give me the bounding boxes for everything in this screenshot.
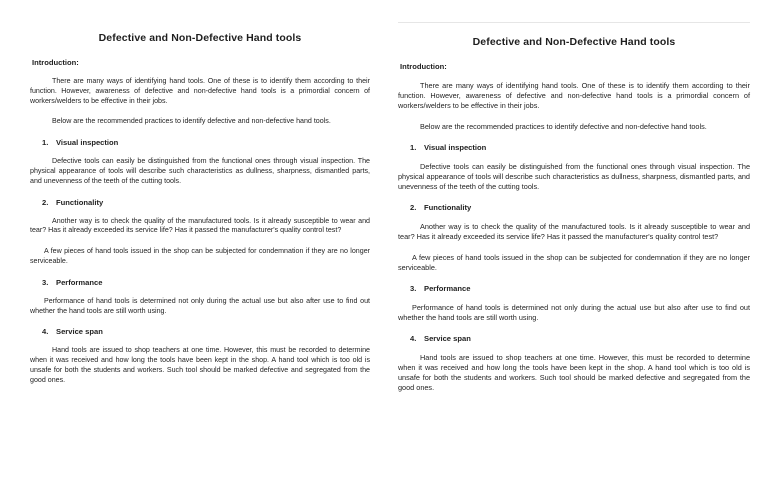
section-number: 4. [42,327,49,337]
section-title: Service span [56,327,103,337]
intro-paragraph: There are many ways of identifying hand tools. One of these is to identify them according to their function. However, awareness of defective and non-defective hand tools is a primordial concern of workers/welders to be effective in their jobs. [30,77,370,105]
section-number: 1. [410,143,417,152]
section-paragraph: Another way is to check the quality of the manufactured tools. Is it already susceptible to wear and tear? Has it already exceeded its service life? Has it passed the manufacturer's quality control test? [30,216,370,235]
section-heading-service-span [42,327,370,336]
intro-label: Introduction: [400,62,447,71]
section-title: Visual inspection [424,143,487,152]
section-heading-performance [42,278,370,287]
section-number: 4. [410,334,417,343]
intro-sub-paragraph: Below are the recommended practices to identify defective and non-defective hand tools. [420,122,707,131]
page-edge-divider [398,22,750,23]
section-heading-service-span [410,334,750,343]
intro-label: Introduction: [32,58,79,67]
section-title: Service span [424,334,471,343]
document-page-right [398,22,750,482]
section-paragraph: A few pieces of hand tools issued in the shop can be subjected for condemnation if they are no longer serviceable. [30,247,370,265]
section-paragraph: Another way is to check the quality of the manufactured tools. Is it already susceptible to wear and tear? Has it already exceeded its service life? Has it passed the manufacturer's quality control test? [398,222,750,241]
section-paragraph: Defective tools can easily be distinguished from the functional ones through visual inspection. The physical appearance of tools will describe such characteristics as dullness, sharpness, dismantled parts, and unevenness of the teeth of the cutting tools. [398,162,750,191]
intro-paragraph: There are many ways of identifying hand tools. One of these is to identify them according to their function. However, awareness of defective and non-defective hand tools is a primordial concern of workers/welders to be effective in their jobs. [398,81,750,110]
section-heading-functionality [42,198,370,207]
section-paragraph: Performance of hand tools is determined not only during the actual use but also after use to find out whether the hand tools are still worth using. [30,296,370,315]
section-paragraph: Defective tools can easily be distinguished from the functional ones through visual inspection. The physical appearance of tools will describe such characteristics as dullness, sharpness, dismantled parts, and unevenness of the teeth of the cutting tools. [30,157,370,185]
section-number: 3. [410,284,417,293]
section-heading-visual-inspection [42,138,370,147]
section-number: 3. [42,277,49,287]
section-title: Performance [424,284,471,293]
section-number: 2. [410,203,417,212]
section-heading-performance [410,284,750,293]
section-paragraph: Hand tools are issued to shop teachers at one time. However, this must be recorded to determine when it was received and how long the tools have been kept in the shop. A hand tool which is too old is unsafe for both the students and workers. Such tool should be marked defective and segregated from the good ones. [398,353,750,392]
section-title: Performance [56,277,103,287]
section-heading-functionality [410,203,750,212]
intro-sub-paragraph: Below are the recommended practices to identify defective and non-defective hand tools. [52,117,331,126]
page-title: Defective and Non-Defective Hand tools [98,32,302,44]
section-paragraph: Hand tools are issued to shop teachers at one time. However, this must be recorded to determine when it was received and how long the tools have been kept in the shop. A hand tool which is too old is unsafe for both the students and workers. Such tool should be marked defective and segregated from the good ones. [30,346,370,384]
section-number: 2. [42,197,49,207]
section-number: 1. [42,138,49,148]
section-title: Functionality [56,197,104,207]
document-page-left [30,20,370,480]
section-title: Visual inspection [56,138,119,148]
section-heading-visual-inspection [410,143,750,152]
section-paragraph: A few pieces of hand tools issued in the shop can be subjected for condemnation if they are no longer serviceable. [398,253,750,272]
section-title: Functionality [424,203,472,212]
page-title: Defective and Non-Defective Hand tools [472,36,676,48]
section-paragraph: Performance of hand tools is determined not only during the actual use but also after use to find out whether the hand tools are still worth using. [398,303,750,322]
